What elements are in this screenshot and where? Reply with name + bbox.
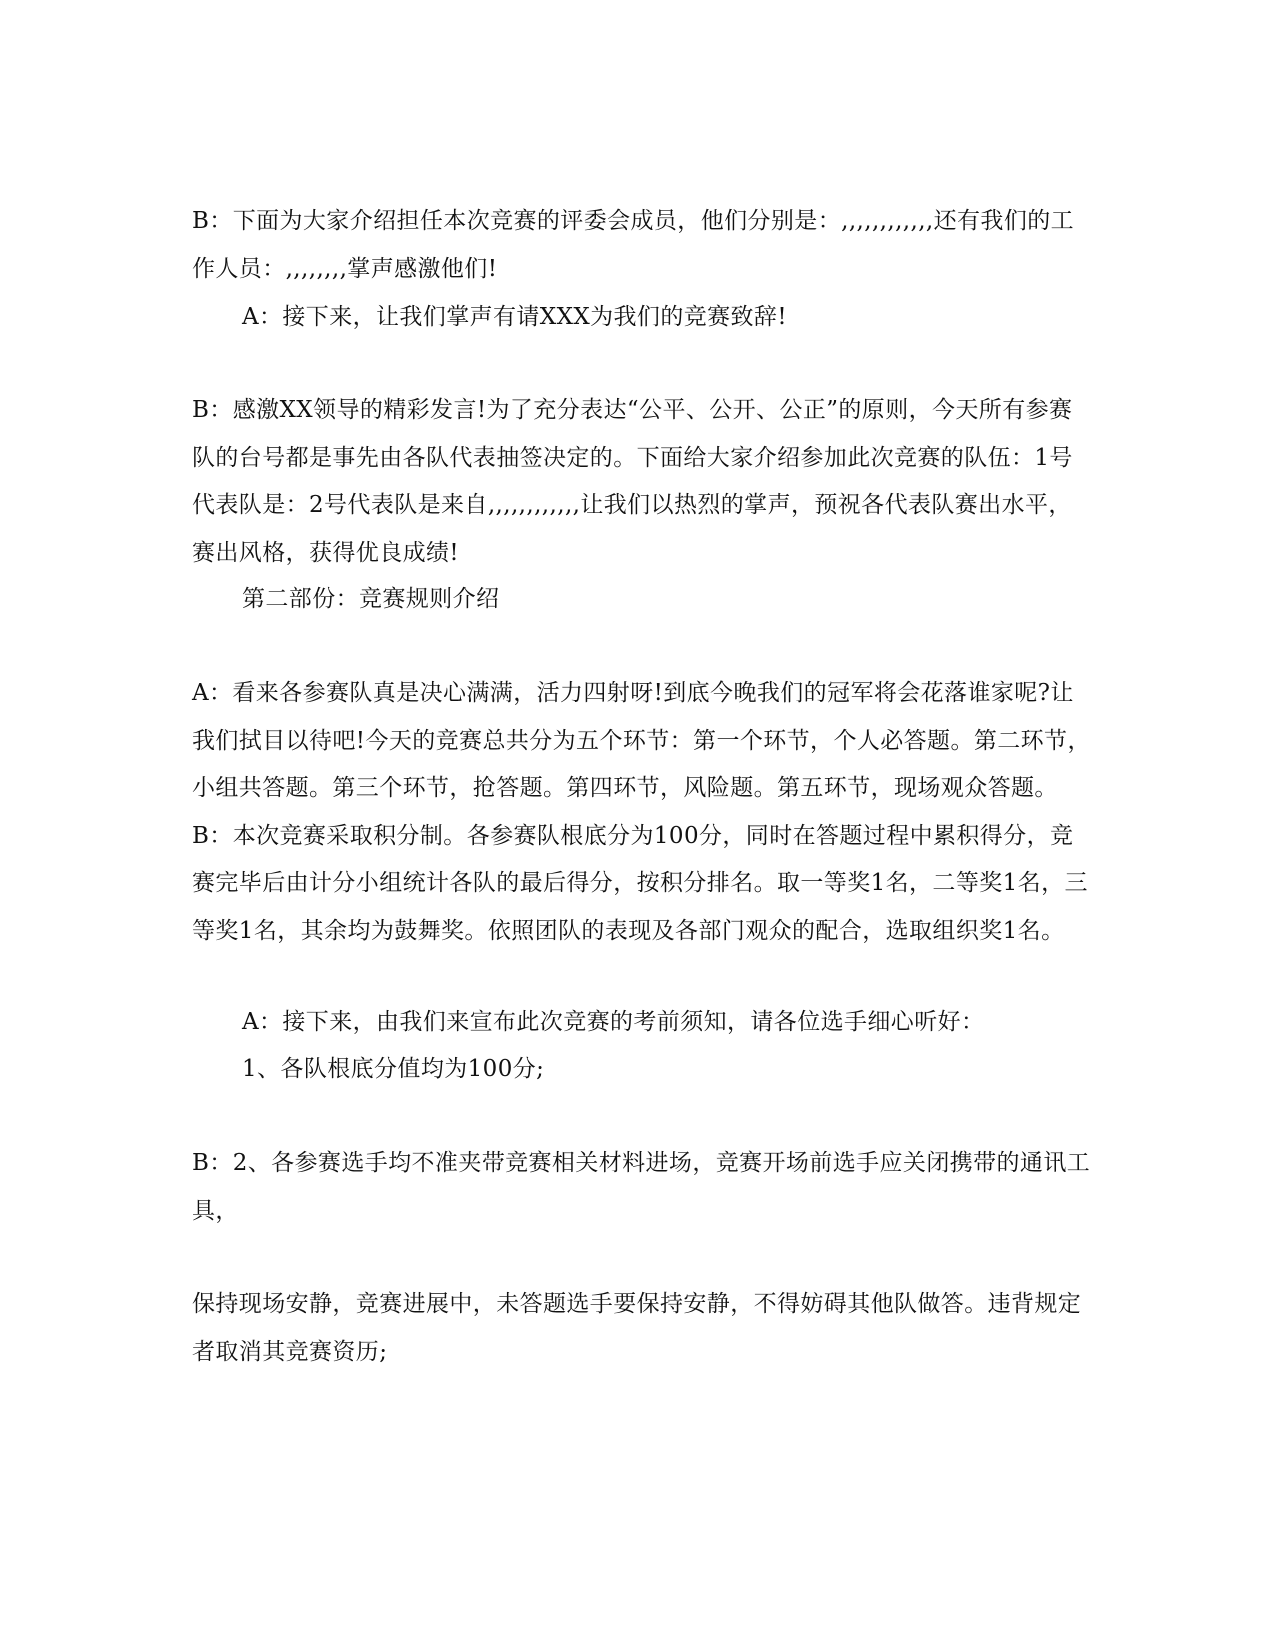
notice-item-2-continued: 保持现场安静，竞赛进展中，未答题选手要保持安静，不得妨碍其他队做答。违背规定者取消其竞赛资历; bbox=[192, 1291, 1082, 1365]
notice-item-2: B：2、各参赛选手均不准夹带竞赛相关材料进场，竞赛开场前选手应关闭携带的通讯工具， bbox=[192, 1150, 1091, 1224]
notice-item-1: 1、各队根底分值均为100分; bbox=[242, 1056, 545, 1082]
paragraph-rules-detail: A：看来各参赛队真是决心满满，活力四射呀!到底今晚我们的冠军将会花落谁家呢?让我们拭目以待吧!今天的竞赛总共分为五个环节：第一个环节，个人必答题。第二环节，小组共答题。第三个环节，抢答题。第四环节，风险题。第五环节，现场观众答题。B：本次竞赛采取积分制。各参赛队根底分为100分，同时在答题过程中累积得分，竞赛完毕后由计分小组统计各队的最后得分，按积分排名。取一等奖1名，二等奖1名，三等奖1名，其余均为鼓舞奖。依照团队的表现及各部门观众的配合，选取组织奖1名。 bbox=[192, 680, 1091, 944]
paragraph-teams-intro: B：感激XX领导的精彩发言!为了充分表达“公平、公开、公正”的原则，今天所有参赛队的台号都是事先由各队代表抽签决定的。下面给大家介绍参加此次竞赛的队伍：1号代表队是：2号代表队是来自,,,,,,,,,,,,让我们以热烈的掌声，预祝各代表队赛出水平，赛出风格，获得优良成绩! bbox=[192, 397, 1073, 566]
paragraph-notice-intro: A：接下来，由我们来宣布此次竞赛的考前须知，请各位选手细心听好： bbox=[242, 1009, 985, 1035]
paragraph-judges-intro: B：下面为大家介绍担任本次竞赛的评委会成员，他们分别是：,,,,,,,,,,,,还有我们的工作人员：,,,,,,,,掌声感激他们! bbox=[192, 208, 1075, 282]
paragraph-speech-invite: A：接下来，让我们掌声有请XXX为我们的竞赛致辞! bbox=[242, 304, 787, 330]
section-heading-rules: 第二部份：竞赛规则介绍 bbox=[242, 586, 500, 612]
